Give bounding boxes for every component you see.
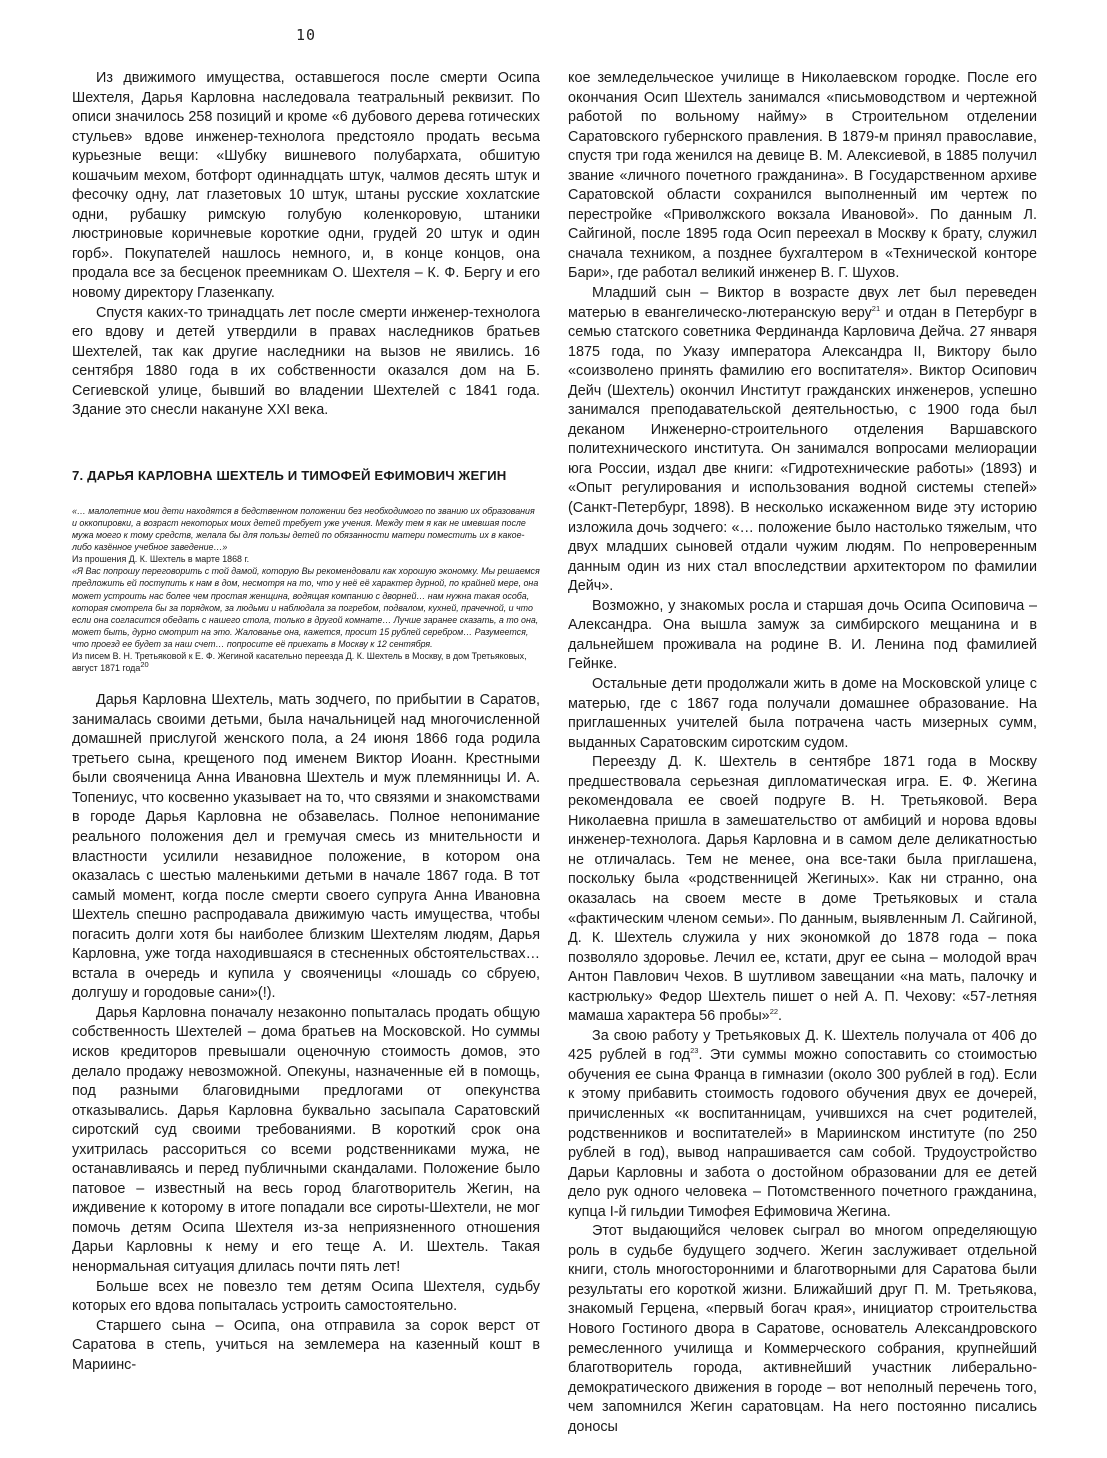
paragraph: Этот выдающийся человек сыграл во многом определяющую роль в судьбе будущего зодчего. Жегин заслуживает отдельной книги, столь многосторонними и благотворными для Саратова были результаты его короткой жизни. Ближайший друг П. М. Третьякова, знакомый Герцена, «первый богач края», инициатор строительства Нового Гостиного двора в Саратове, основатель Александровского ремесленного училища и Коммерческого собрания, крупнейший благотворитель города, активнейший участник либерально-демократического движения в городе – вот неполный перечень того, чем запомнился Жегин саратовцам. На него постоянно писались доносы xyxy=(568,1223,1037,1435)
paragraph: Остальные дети продолжали жить в доме на Московской улице с матерью, где с 1867 года получали домашнее образование. На приглашенных учителей была потрачена часть мизерных сумм, выданных Саратовским сиротским судом. xyxy=(568,675,1037,751)
paragraph: Спустя каких-то тринадцать лет после смерти инженер-технолога его вдову и детей утвердили в правах наследников братьев Шехтелей, так как другие наследники на вызов не явились. 16 сентября 1880 года в их собственности оказался дом на Б. Сегиевской улице, бывший во владении Шехтелей с 1841 года. Здание это снесли накануне XXI века. xyxy=(72,304,540,419)
paragraph: кое земледельческое училище в Николаевском городке. После его окончания Осип Шехтель занимался «письмоводством и чертежной работой по вольному найму» в Строительном отделении Саратовского губернского правления. В 1879-м принял православие, спустя три года женился на девице В. М. Алексиевой, в 1885 получил звание «личного почетного гражданина». В Государственном архиве Саратовской области сохранился выполненный им чертеж по перестройке «Приволжского вокзала Ивановой». По данным Л. Сайгиной, после 1895 года Осип переехал в Москву к брату, служил сначала техником, а позднее бухгалтером в «Технической конторе Бари», где работал великий инженер В. Г. Шухов. xyxy=(568,70,1037,282)
paragraph-text: Переезду Д. К. Шехтель в сентябре 1871 года в Москву предшествовала серьезная дипломатическая игра. Е. Ф. Жегина рекомендовала ее своей подруге В. Н. Третьяковой. Вера Николаевна пришла в замешательство от амбиций и норова вдовы инженер-технолога. Дарья Карловна и в самом деле деликатностью не отличалась. Тем не менее, она все-таки была приглашена, поскольку была «родственницей Жегиных». Как ни странно, она оказалась на своем месте в доме Третьяковых и стала «фактическим членом семьи». По данным, выявленным Л. Сайгиной, Д. К. Шехтель служила у них экономкой до 1878 года – пока позволяло здоровье. Лечил ее, кстати, друг ее сына – молодой врач Антон Павлович Чехов. В шутливом завещании «на мать, палочку и кастрюльку» Федор Шехтель пишет о ней А. П. Чехову: «57-летняя мамаша характера 56 пробы» xyxy=(568,754,1037,1025)
paragraph: Дарья Карловна Шехтель, мать зодчего, по прибытии в Саратов, занималась своими детьми, была начальницей над многочисленной домашней прислугой женского пола, а 24 июня 1866 года родила третьего сына, крещеного под именем Виктор Иоанн. Крестными были свояченица Анна Ивановна Шехтель и муж племянницы И. А. Топениус, что косвенно указывает на то, что связями и знакомствами в городе Дарья Карловна не обзавелась. Полное непонимание реального положения дел и гремучая смесь из мнительности и властности усилили незавидное положение, в котором она оказалась с шестью маленькими детьми в начале 1867 года. В тот самый момент, когда после смерти своего супруга Анна Ивановна Шехтель спешно распродавала движимую часть имущества, чтобы погасить долги хотя бы наиболее близким Шехтелям людям, Дарья Карловна, уже тогда находившаяся в стесненных обстоятельствах… встала в очередь и купила у свояченицы «лошадь со сбруею, долгушу и городовые сани»(!). xyxy=(72,692,540,1002)
epigraph-quote: «… малолетние мои дети находятся в бедственном положении без необходимого по званию их образования и оккопировки, а возраст некоторых моих детей требует уже учения. Между тем я как не имевшая после мужа моего к тому средств, желала бы для пользы детей по обязанности матери поместить их в какое-либо казённое учебное заведение…» xyxy=(72,505,535,553)
paragraph xyxy=(568,753,1037,1027)
epigraph-source xyxy=(72,650,540,674)
paragraph: Старшего сына – Осипа, она отправила за сорок верст от Саратова в степь, учиться на землемера на казенный кошт в Мариинс- xyxy=(72,1317,540,1373)
paragraph xyxy=(568,284,1037,597)
paragraph-text: Младший сын – Виктор в возрасте двух лет был переведен матерью в евангелическо-лютеранскую веру xyxy=(568,285,1037,321)
paragraph-text: и отдан в Петербург в семью статского советника Фердинанда Карловича Дейча. 27 января 1875 года, по Указу императора Александра II, Виктору было «соизволено принять фамилию его воспитателя». Виктор Осипович Дейч (Шехтель) окончил Институт гражданских инженеров, успешно занимался преподавательской деятельностью, с 1900 года был деканом Инженерно-строительного отделения Варшавского политехнического института. Он занимался вопросами мелиорации юга России, издал две книги: «Гидротехнические работы» (1893) и «Опыт регулирования и использования водной системы степей» (Санкт-Петербург, 1898). В несколько искаженном виде эту историю изложила дочь зодчего: «… положение было настолько тяжелым, что двух младших сыновей отдали чужим людям. По непроверенным данным один из них стал впоследствии архитектором по фамилии Дейч». xyxy=(568,304,1038,595)
footnote-ref: 23 xyxy=(690,1046,699,1056)
epigraph-quote: «Я Вас попрошу переговорить с той дамой, которую Вы рекомендовали как хорошую экономку. Мы решаемся предложить ей поступить к нам в дом, несмотря на то, что у неё её характер дурной, по крайней мере, она может устроить нас более чем простая женщина, водящая компанию с дворней… нам нужна такая особа, которая смотрела бы за порядком, за людьми и наблюдала за погребом, подвалом, кухней, прачечной, и что если она согласится обедать с нашего стола, только в другой комнате… Лучше заранее сказать, а то она, может быть, дурно смотрит на это. Жалованье она, кажется, просит 15 рублей серебром… Разумеется, что проезд ее будет за наш счет… попросите её приехать в Москву к 12 сентября. xyxy=(72,566,540,649)
footnote-ref: 22 xyxy=(769,1007,779,1017)
left-column xyxy=(72,69,540,1375)
epigraph xyxy=(72,505,540,674)
epigraph-source: Из прошения Д. К. Шехтель в марте 1868 г. xyxy=(72,554,250,565)
paragraph xyxy=(568,1027,1037,1222)
paragraph: Из движимого имущества, оставшегося после смерти Осипа Шехтеля, Дарья Карловна наследовала театральный реквизит. По описи значилось 258 позиций и кроме «6 дубового дерева готических стульев» вдове инженер-технолога предстояло продать весьма курьезные вещи: «Шубку вишневого полубархата, обшитую кошачьим мехом, ботфорт одиннадцать штук, чалмов десять штук и фесочку одну, лат глазетовых 10 штук, штаны русские хохлатские одни, рубашку римскую голубую коленкоровую, штаники люстриновые коричневые короткие одни, грудей 20 штук и один горб». Покупателей нашлось немного, и, в конце концов, она продала все за бесценок преемникам О. Шехтеля – К. Ф. Бергу и его новому директору Глазенкапу. xyxy=(72,70,540,302)
paragraph: Больше всех не повезло тем детям Осипа Шехтеля, судьбу которых его вдова попыталась устроить самостоятельно. xyxy=(72,1278,540,1315)
chapter-title: 7. ДАРЬЯ КАРЛОВНА ШЕХТЕЛЬ И ТИМОФЕЙ ЕФИМОВИЧ ЖЕГИН xyxy=(72,467,507,483)
paragraph-text: . xyxy=(778,1008,783,1025)
epigraph-source-text: Из писем В. Н. Третьяковой к Е. Ф. Жегиной касательно переезда Д. К. Шехтель в Москву, в дом Третьяковых, август 1871 года xyxy=(72,650,527,674)
footnote-ref: 21 xyxy=(871,303,881,313)
page-number: 10 xyxy=(296,26,317,44)
footnote-ref: 20 xyxy=(140,660,149,670)
right-column xyxy=(568,69,1037,1437)
paragraph: Дарья Карловна поначалу незаконно попыталась продать общую собственность Шехтелей – дома братьев на Московской. Но суммы исков кредиторов превышали оценочную стоимость домов, это делало продажу невозможной. Опекуны, назначенные ей в помощь, под разными благовидными предлогами от опекунства отказывались. Дарья Карловна буквально засыпала Саратовский сиротский суд своими требованиями. В короткий срок она ухитрилась рассориться со всеми родственниками мужа, не останавливаясь и перед публичными скандалами. Положение было патовое – известный на весь город благотворитель Жегин, на иждивение к которому в итоге попадали все сироты-Шехтели, не мог помочь детям Осипа Шехтеля из-за неприязненного отношения Дарьи Карловны к нему и его теще А. И. Шехтель. Такая ненормальная ситуация длилась почти пять лет! xyxy=(72,1004,540,1276)
paragraph: Возможно, у знакомых росла и старшая дочь Осипа Осиповича – Александра. Она вышла замуж за симбирского мещанина и в дальнейшем проживала на родине В. И. Ленина под фамилией Гейнке. xyxy=(568,597,1037,673)
paragraph-text: За свою работу у Третьяковых Д. К. Шехтель получала от 406 до 425 рублей в год xyxy=(568,1027,1037,1064)
paragraph-text: . Эти суммы можно сопоставить со стоимостью обучения ее сына Франца в гимназии (около 300 рублей в год). Если к этому прибавить стоимость годового обучения двух ее дочерей, причисленных «к воспитанницам, учившихся на счет родителей, родственников и воспитателей» в Мариинском институте (по 250 рублей в год), вывод напрашивается сам собой. Трудоустройство Дарьи Карловны и забота о достойном образовании для ее детей дело рук одного человека – Потомственного почетного гражданина, купца I-й гильдии Тимофея Ефимовича Жегина. xyxy=(568,1047,1037,1220)
